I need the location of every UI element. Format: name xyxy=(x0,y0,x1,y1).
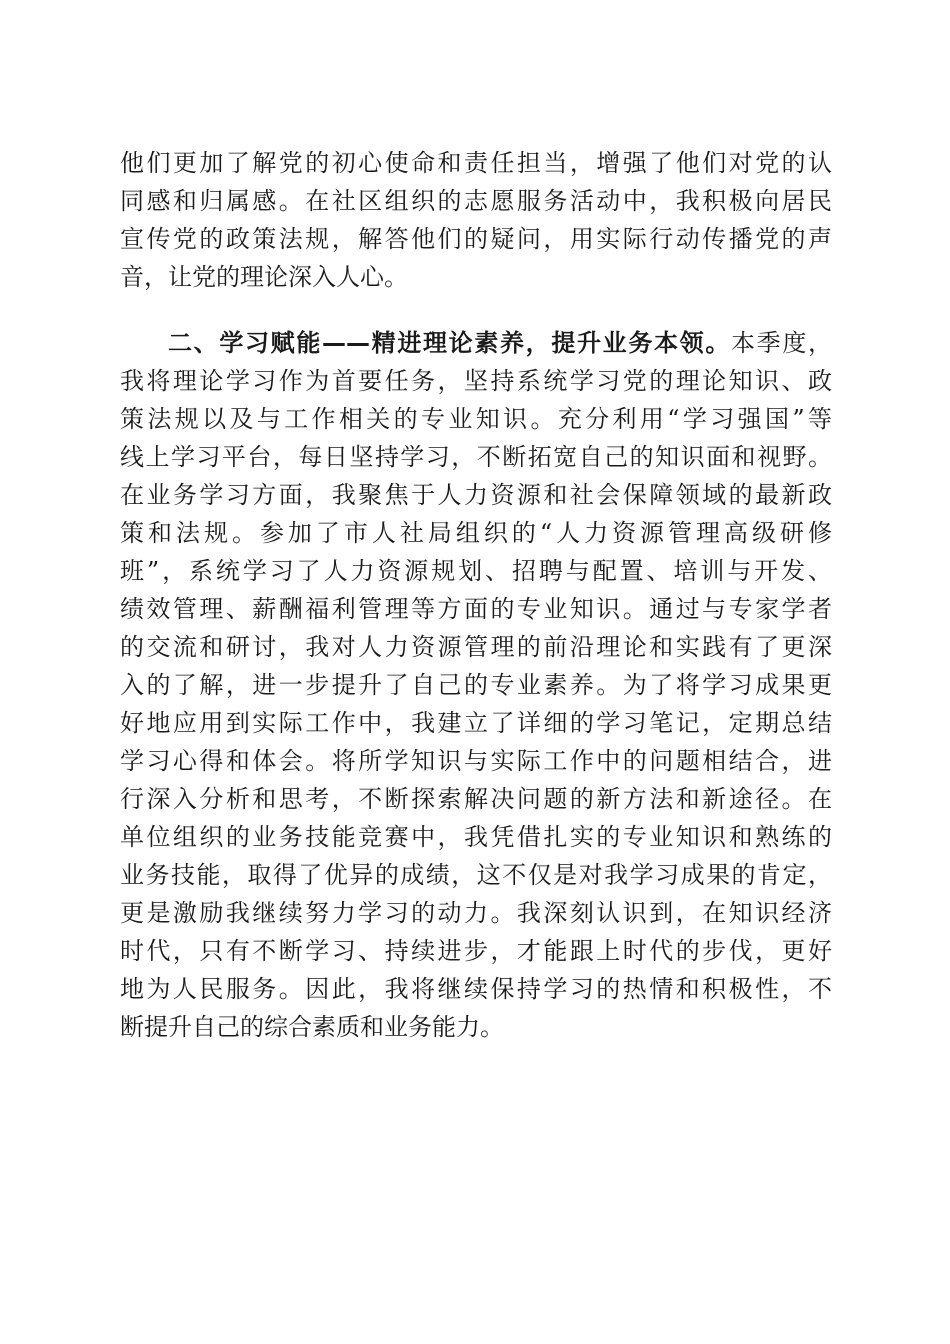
paragraph-line: 音，让党的理论深入人心。 xyxy=(120,263,408,291)
paragraph-line: 断提升自己的综合素质和业务能力。 xyxy=(120,1013,504,1041)
paragraph-line: 宣传党的政策法规，解答他们的疑问，用实际行动传播党的声 xyxy=(120,225,832,253)
paragraph-continuation xyxy=(120,144,832,296)
paragraph-line: 我将理论学习作为首要任务，坚持系统学习党的理论知识、政 xyxy=(120,367,832,395)
paragraph-line: 在业务学习方面，我聚焦于人力资源和社会保障领域的最新政 xyxy=(120,481,832,509)
paragraph-line: 时代，只有不断学习、持续进步，才能跟上时代的步伐，更好 xyxy=(120,937,832,965)
paragraph-line: 业务技能，取得了优异的成绩，这不仅是对我学习成果的肯定， xyxy=(120,861,832,889)
paragraph-line: 策法规以及与工作相关的专业知识。充分利用“学习强国”等 xyxy=(120,405,832,433)
heading-line-rest: 本季度， xyxy=(731,329,832,357)
paragraph-line: 地为人民服务。因此，我将继续保持学习的热情和积极性，不 xyxy=(120,975,832,1003)
paragraph-line: 他们更加了解党的初心使命和责任担当，增强了他们对党的认 xyxy=(120,149,832,177)
section-heading-line xyxy=(120,324,832,362)
paragraph-line: 绩效管理、薪酬福利管理等方面的专业知识。通过与专家学者 xyxy=(120,595,832,623)
paragraph-line: 学习心得和体会。将所学知识与实际工作中的问题相结合，进 xyxy=(120,747,832,775)
paragraph-line: 好地应用到实际工作中，我建立了详细的学习笔记，定期总结 xyxy=(120,709,832,737)
paragraph-line: 更是激励我继续努力学习的动力。我深刻认识到，在知识经济 xyxy=(120,899,832,927)
paragraph-line: 行深入分析和思考，不断探索解决问题的新方法和新途径。在 xyxy=(120,785,832,813)
paragraph-line: 班”，系统学习了人力资源规划、招聘与配置、培训与开发、 xyxy=(120,557,832,585)
paragraph-line: 单位组织的业务技能竞赛中，我凭借扎实的专业知识和熟练的 xyxy=(120,823,832,851)
paragraph-line: 策和法规。参加了市人社局组织的“人力资源管理高级研修 xyxy=(120,519,832,547)
section-heading: 二、学习赋能——精进理论素养，提升业务本领。 xyxy=(168,329,731,357)
paragraph-line: 同感和归属感。在社区组织的志愿服务活动中，我积极向居民 xyxy=(120,187,832,215)
paragraph-line: 入的了解，进一步提升了自己的专业素养。为了将学习成果更 xyxy=(120,671,832,699)
paragraph-section-two xyxy=(120,324,832,1046)
paragraph-line: 线上学习平台，每日坚持学习，不断拓宽自己的知识面和视野。 xyxy=(120,443,832,471)
paragraph-line: 的交流和研讨，我对人力资源管理的前沿理论和实践有了更深 xyxy=(120,633,832,661)
